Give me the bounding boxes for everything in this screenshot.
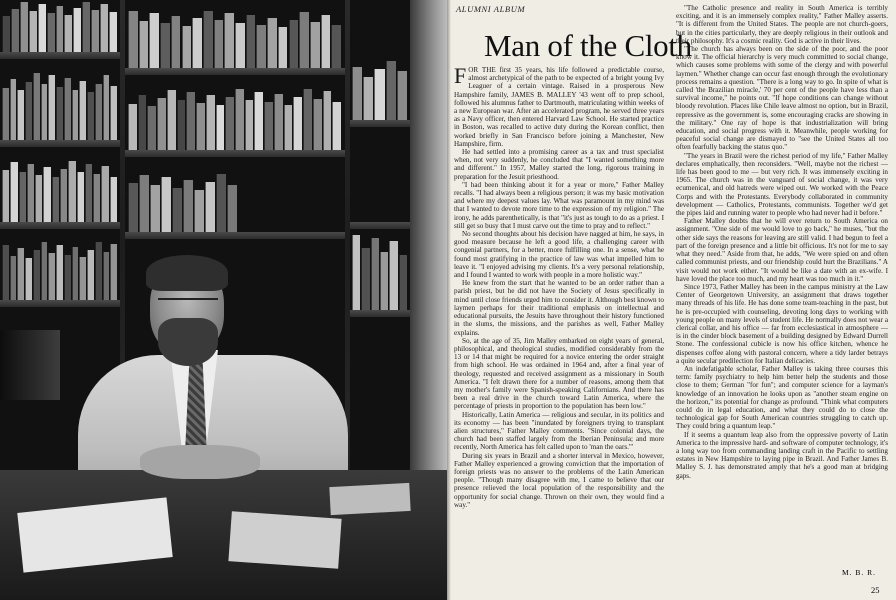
book-spine bbox=[323, 91, 332, 150]
book-spine bbox=[33, 250, 40, 300]
book-spine bbox=[389, 241, 397, 310]
shelf-board bbox=[0, 140, 120, 147]
book-spine bbox=[177, 100, 186, 150]
paragraph: "The Catholic presence and reality in South America is terribly exciting, and it is an immensely complex reality," Father Malley asserts. "It is different from the United States. The people are not church-goers, but in the cities particularly, they are deeply religious in their outlook and their philosophy. It's a cosmic reality. God is active in their lives. bbox=[676, 4, 888, 45]
book-spine bbox=[160, 23, 170, 68]
book-spine bbox=[56, 245, 63, 300]
paragraph bbox=[454, 66, 664, 148]
book-spine bbox=[331, 25, 341, 69]
book-spine bbox=[352, 67, 362, 120]
book-spine bbox=[2, 88, 9, 140]
book-spine bbox=[216, 174, 226, 232]
book-spine bbox=[186, 92, 195, 150]
book-spine bbox=[278, 27, 288, 68]
book-spine bbox=[68, 161, 75, 222]
lamp bbox=[0, 330, 60, 400]
book-spine bbox=[196, 103, 205, 150]
book-spine bbox=[48, 253, 55, 300]
book-spine bbox=[293, 97, 302, 150]
book-spine bbox=[183, 180, 193, 232]
shelf-board bbox=[125, 150, 345, 157]
book-spine bbox=[149, 13, 159, 68]
paragraph: An indefatigable scholar, Father Malley is taking three courses this term: family psychiatry to help him better help the students and those close to them; German "for fun"; and computer science for a layman's knowledge of an innovation he looks upon as "another steam engine on the horizon," its potential for change as profound. "Think what computers could do in legal education, and what they could do to close the technological gap for South American countries struggling to catch up. They could bring a quantum leap." bbox=[676, 364, 888, 431]
book-spine bbox=[352, 235, 360, 310]
paragraph: He had settled into a promising career as a tax and trust specialist when, not very suddenly, he concluded that "I wanted something more and different." In 1957, Malley started the long, rigorous training in preparation for the Jesuit priesthood. bbox=[454, 148, 664, 181]
page-gutter bbox=[447, 0, 451, 600]
book-spine bbox=[310, 22, 320, 68]
book-spine bbox=[91, 10, 99, 52]
book-spine bbox=[72, 90, 79, 140]
book-spine bbox=[267, 18, 277, 68]
book-spine bbox=[110, 177, 117, 222]
book-spine bbox=[110, 86, 117, 140]
paragraph: Father Malley doubts that he will ever return to South America on assignment. "One side of me would love to go back," he muses, "but the other side says the reasons for leaving are still valid. I had begun to feel a part of the foreign presence and a little bit officious. It's not for me to say what they need." Aside from that, he adds, "We were spied on and often called communist priests, and our friendship could hurt the Brazilians." A visit would not work either. "It would be like a date with an ex-wife. I have loved the place too much, and my heart was too much in it." bbox=[676, 217, 888, 283]
book-spine bbox=[41, 242, 48, 300]
book-spine bbox=[303, 89, 312, 150]
book-spine bbox=[167, 90, 176, 150]
book-spine bbox=[172, 188, 182, 232]
desk-paper bbox=[329, 483, 410, 515]
book-spine bbox=[95, 242, 102, 300]
shelf-board bbox=[0, 300, 120, 307]
book-spine bbox=[206, 95, 215, 150]
book-spine bbox=[2, 245, 9, 300]
book-spine bbox=[64, 255, 71, 300]
book-spine bbox=[128, 11, 138, 68]
book-spine bbox=[20, 2, 28, 52]
book-spine bbox=[171, 16, 181, 68]
book-spine bbox=[157, 98, 166, 150]
book-spine bbox=[205, 182, 215, 232]
book-spine bbox=[313, 99, 322, 150]
paragraph: "The church has always been on the side of the poor, and the poor know it. The official hierarchy is very much committed to social change, which causes some problems with some of the clergy and with powerful laymen." Whether change can occur fast enough through the evolutionary process remains a question. "There is a long way to go. In spite of what is called 'the Brazilian miracle,' 70 per cent of the people have less than a survival income," he points out. "If hope conditions can change without bloody revolution. Places like Chile leave almost no option, but in Brazil, repressive as the government is, some encouraging cracks are showing in the military." One ray of hope is that industrialization will bring education, and social progress with it. Meanwhile, people working for peaceful social change are dismayed to "see the United States all too often fearfully backing the status quo." bbox=[676, 45, 888, 152]
book-spine bbox=[38, 4, 46, 52]
book-row bbox=[352, 232, 408, 310]
shelf-board bbox=[125, 232, 345, 239]
book-spine bbox=[17, 248, 24, 300]
book-spine bbox=[374, 69, 384, 120]
book-spine bbox=[10, 256, 17, 300]
paragraph: "The years in Brazil were the richest period of my life," Father Malley declares emphatically, then reconsiders. "Well, maybe not the richest — life has been good to me — but very rich. It was immensely exciting in 1965. The church was in the vanguard of social change, it was very ecumenical, and old hatreds were wiped out. We worked with the Peace Corps and with the Protestants. Everybody collaborated in community development — Catholics, Protestants, communists. Together we'd get the pipes laid and running water to people who had never had it before." bbox=[676, 151, 888, 218]
book-spine bbox=[361, 248, 369, 310]
paragraph: He knew from the start that he wanted to be an order rather than a parish priest, but he did not have the Society of Jesus specifically in mind until close friends urged him to consider it. Although best known to laymen perhaps for their traditional emphasis on intellectual and educational pursuits, the Jesuits have throughout their history functioned in the slums, the missions, and the parishes as well, Father Malley explains. bbox=[454, 279, 664, 337]
book-spine bbox=[73, 8, 81, 52]
book-spine bbox=[87, 92, 94, 140]
book-spine bbox=[225, 97, 234, 150]
book-spine bbox=[48, 75, 55, 140]
book-spine bbox=[203, 11, 213, 68]
book-spine bbox=[397, 71, 407, 120]
shelf-board bbox=[350, 310, 410, 317]
article-column-right bbox=[676, 4, 888, 570]
book-spine bbox=[11, 9, 19, 52]
book-spine bbox=[64, 15, 72, 52]
book-spine bbox=[100, 4, 108, 52]
book-spine bbox=[371, 238, 379, 310]
book-spine bbox=[284, 105, 293, 150]
paragraph: No second thoughts about his decision have nagged at him, he says, in good measure because he left a good life, a challenging career with congenial partners, for a better, more fulfilling one. In a sense, what he found most gratifying in the practice of law was what impelled him to leave it. "I enjoyed advising my clients. It's a very personal relationship, and I found I wanted to work with people in a more holistic way." bbox=[454, 230, 664, 280]
desk-paper bbox=[228, 511, 341, 569]
book-spine bbox=[147, 106, 156, 150]
book-spine bbox=[264, 102, 273, 150]
author-initials: M. B. R. bbox=[842, 568, 877, 577]
book-spine bbox=[19, 172, 26, 222]
paragraph: If it seems a quantum leap also from the oppressive poverty of Latin America to the impressive hard- and software of computer technology, it's a long way too from commanding landing craft in the Pacific to settling estates in New Hampshire to laying pipe in Brazil. And Father James B. Malley S. J. has demonstrated amply that he's a good man at bridging gaps. bbox=[676, 430, 888, 480]
paragraph-text: OR THE first 35 years, his life followed a predictable course, almost archetypical of the path to be expected of a bright young Ivy Leaguer of a certain vintage. Raised in a prosperous New Hampshire family, JAMES B. MALLEY '43 went off to prep school, followed his alumnus father to Dartmouth, matriculating within weeks of a new European war. After an accelerated program, he served three years as a Navy officer, then entered Harvard Law School. He started practice in Boston, was recalled to active duty during the Korean conflict, then worked briefly in San Francisco before joining a Manchester, New Hampshire, firm. bbox=[454, 66, 664, 148]
man-glasses bbox=[158, 298, 218, 310]
book-spine bbox=[299, 12, 309, 68]
book-spine bbox=[138, 95, 147, 150]
book-spine bbox=[109, 12, 117, 52]
book-spine bbox=[214, 20, 224, 68]
book-spine bbox=[194, 190, 204, 232]
book-spine bbox=[29, 11, 37, 52]
book-spine bbox=[332, 102, 341, 150]
shelf-board bbox=[0, 52, 120, 59]
book-spine bbox=[182, 26, 192, 68]
book-spine bbox=[52, 177, 59, 222]
shelf-board bbox=[125, 68, 345, 75]
book-spine bbox=[289, 20, 299, 68]
man-beard bbox=[158, 318, 218, 366]
book-spine bbox=[41, 84, 48, 140]
book-spine bbox=[64, 78, 71, 140]
book-spine bbox=[79, 81, 86, 140]
book-spine bbox=[128, 104, 137, 151]
book-row bbox=[352, 60, 408, 120]
paragraph: "I had been thinking about it for a year or more," Father Malley recalls. "I had always been a religious person; it was my basic motivation and where my deepest values lay. What was paramount in my mind was that I wanted to devote more time to the expression of my religion." The irony, he adds parenthetically, is that "it's just as tough to do as a priest. I still get so busy that I must carve out the time to pray and to reflect." bbox=[454, 180, 664, 230]
book-spine bbox=[2, 16, 10, 52]
book-spine bbox=[33, 73, 40, 140]
portrait-photograph bbox=[0, 0, 447, 600]
book-spine bbox=[128, 183, 138, 232]
book-spine bbox=[224, 13, 234, 68]
book-spine bbox=[77, 172, 84, 222]
shelf-board bbox=[0, 222, 120, 229]
book-spine bbox=[79, 257, 86, 300]
book-spine bbox=[95, 84, 102, 140]
book-spine bbox=[150, 185, 160, 232]
book-spine bbox=[93, 174, 100, 222]
book-spine bbox=[27, 164, 34, 222]
book-spine bbox=[72, 247, 79, 300]
book-row bbox=[128, 88, 342, 150]
book-spine bbox=[10, 79, 17, 140]
man-hair bbox=[146, 255, 228, 291]
book-spine bbox=[85, 164, 92, 222]
book-spine bbox=[2, 170, 9, 222]
book-spine bbox=[235, 23, 245, 68]
book-row bbox=[2, 72, 118, 140]
book-spine bbox=[321, 15, 331, 68]
book-row bbox=[2, 160, 118, 222]
book-spine bbox=[10, 162, 17, 222]
book-spine bbox=[254, 92, 263, 150]
section-kicker: ALUMNI ALBUM bbox=[456, 4, 526, 14]
book-spine bbox=[87, 250, 94, 300]
article-title: Man of the Cloth bbox=[484, 28, 692, 63]
book-spine bbox=[60, 169, 67, 222]
man-hands bbox=[140, 445, 260, 479]
book-spine bbox=[139, 21, 149, 68]
drop-cap: F bbox=[454, 66, 467, 88]
book-spine bbox=[101, 166, 108, 222]
book-spine bbox=[17, 90, 24, 140]
shelf-board bbox=[350, 120, 410, 127]
book-spine bbox=[47, 13, 55, 52]
article-column-left bbox=[454, 66, 664, 596]
book-spine bbox=[380, 252, 388, 311]
book-row bbox=[2, 0, 118, 52]
book-spine bbox=[35, 175, 42, 222]
book-spine bbox=[56, 87, 63, 140]
page-number: 25 bbox=[871, 585, 880, 595]
book-spine bbox=[216, 105, 225, 150]
book-spine bbox=[103, 252, 110, 300]
book-spine bbox=[25, 82, 32, 140]
book-spine bbox=[82, 2, 90, 52]
book-row bbox=[128, 172, 238, 232]
book-spine bbox=[256, 25, 266, 68]
book-spine bbox=[161, 177, 171, 232]
book-spine bbox=[386, 61, 396, 120]
book-spine bbox=[103, 75, 110, 140]
book-spine bbox=[110, 244, 117, 300]
book-spine bbox=[235, 89, 244, 150]
book-spine bbox=[274, 94, 283, 150]
paragraph: During six years in Brazil and a shorter interval in Mexico, however, Father Malley experienced a growing conviction that the importation of foreign priests was no answer to the problems of the Latin American people. "Though many disagree with me, I came to believe that our presence relieved the local population of the responsibility and the opportunity for social change. Thrown on their own, they would find a way." bbox=[454, 451, 664, 509]
book-spine bbox=[56, 6, 64, 52]
book-row bbox=[2, 240, 118, 300]
paragraph: So, at the age of 35, Jim Malley embarked on eight years of general, philosophical, and theological studies, modified considerably from the 13 or 14 that might be required for a novice entering the order straight from high school. He was ordained in 1964 and, after a final year of theology, requested and received assignment as a missionary in South America. "I felt drawn there for a number of reasons, among them that my mother's family were Spanish-speaking Californians. And there has been a real drive in the church toward Latin America, where the percentage of priests in proportion to the population has been low." bbox=[454, 336, 664, 411]
book-row bbox=[128, 10, 342, 68]
book-spine bbox=[25, 258, 32, 300]
book-spine bbox=[245, 100, 254, 150]
book-spine bbox=[363, 77, 373, 120]
book-spine bbox=[399, 255, 407, 310]
book-spine bbox=[246, 15, 256, 68]
book-spine bbox=[139, 175, 149, 232]
shelf-board bbox=[350, 222, 410, 229]
paragraph: Historically, Latin America — religious and secular, in its politics and its economy — has been "inundated by foreigners trying to transplant alien structures," Father Malley comments. "Since colonial days, the church had been staffed largely from the Iberian Peninsula; and more recently, North America has felt called upon to 'man the oars.'" bbox=[454, 410, 664, 452]
book-spine bbox=[43, 167, 50, 222]
paragraph: Since 1973, Father Malley has been in the campus ministry at the Law Center of Georgetown University, an assignment that draws together many threads of his life. He has done some team-teaching in the past, but he is pre-occupied with counseling, devoting long days to working with young people on many levels of student life. He normally does not wear a clerical collar, and his office — far from ecclesiastical in atmosphere — is in the cinder block basement of a building designed by Edward Durrell Stone. The confessional cubicle is now his office kitchen, whence he dispenses coffee along with pastoral concern, where a tidy larder betrays a quite secular predilection for Italian delicacies. bbox=[676, 282, 888, 365]
book-spine bbox=[227, 185, 237, 232]
book-spine bbox=[192, 18, 202, 68]
